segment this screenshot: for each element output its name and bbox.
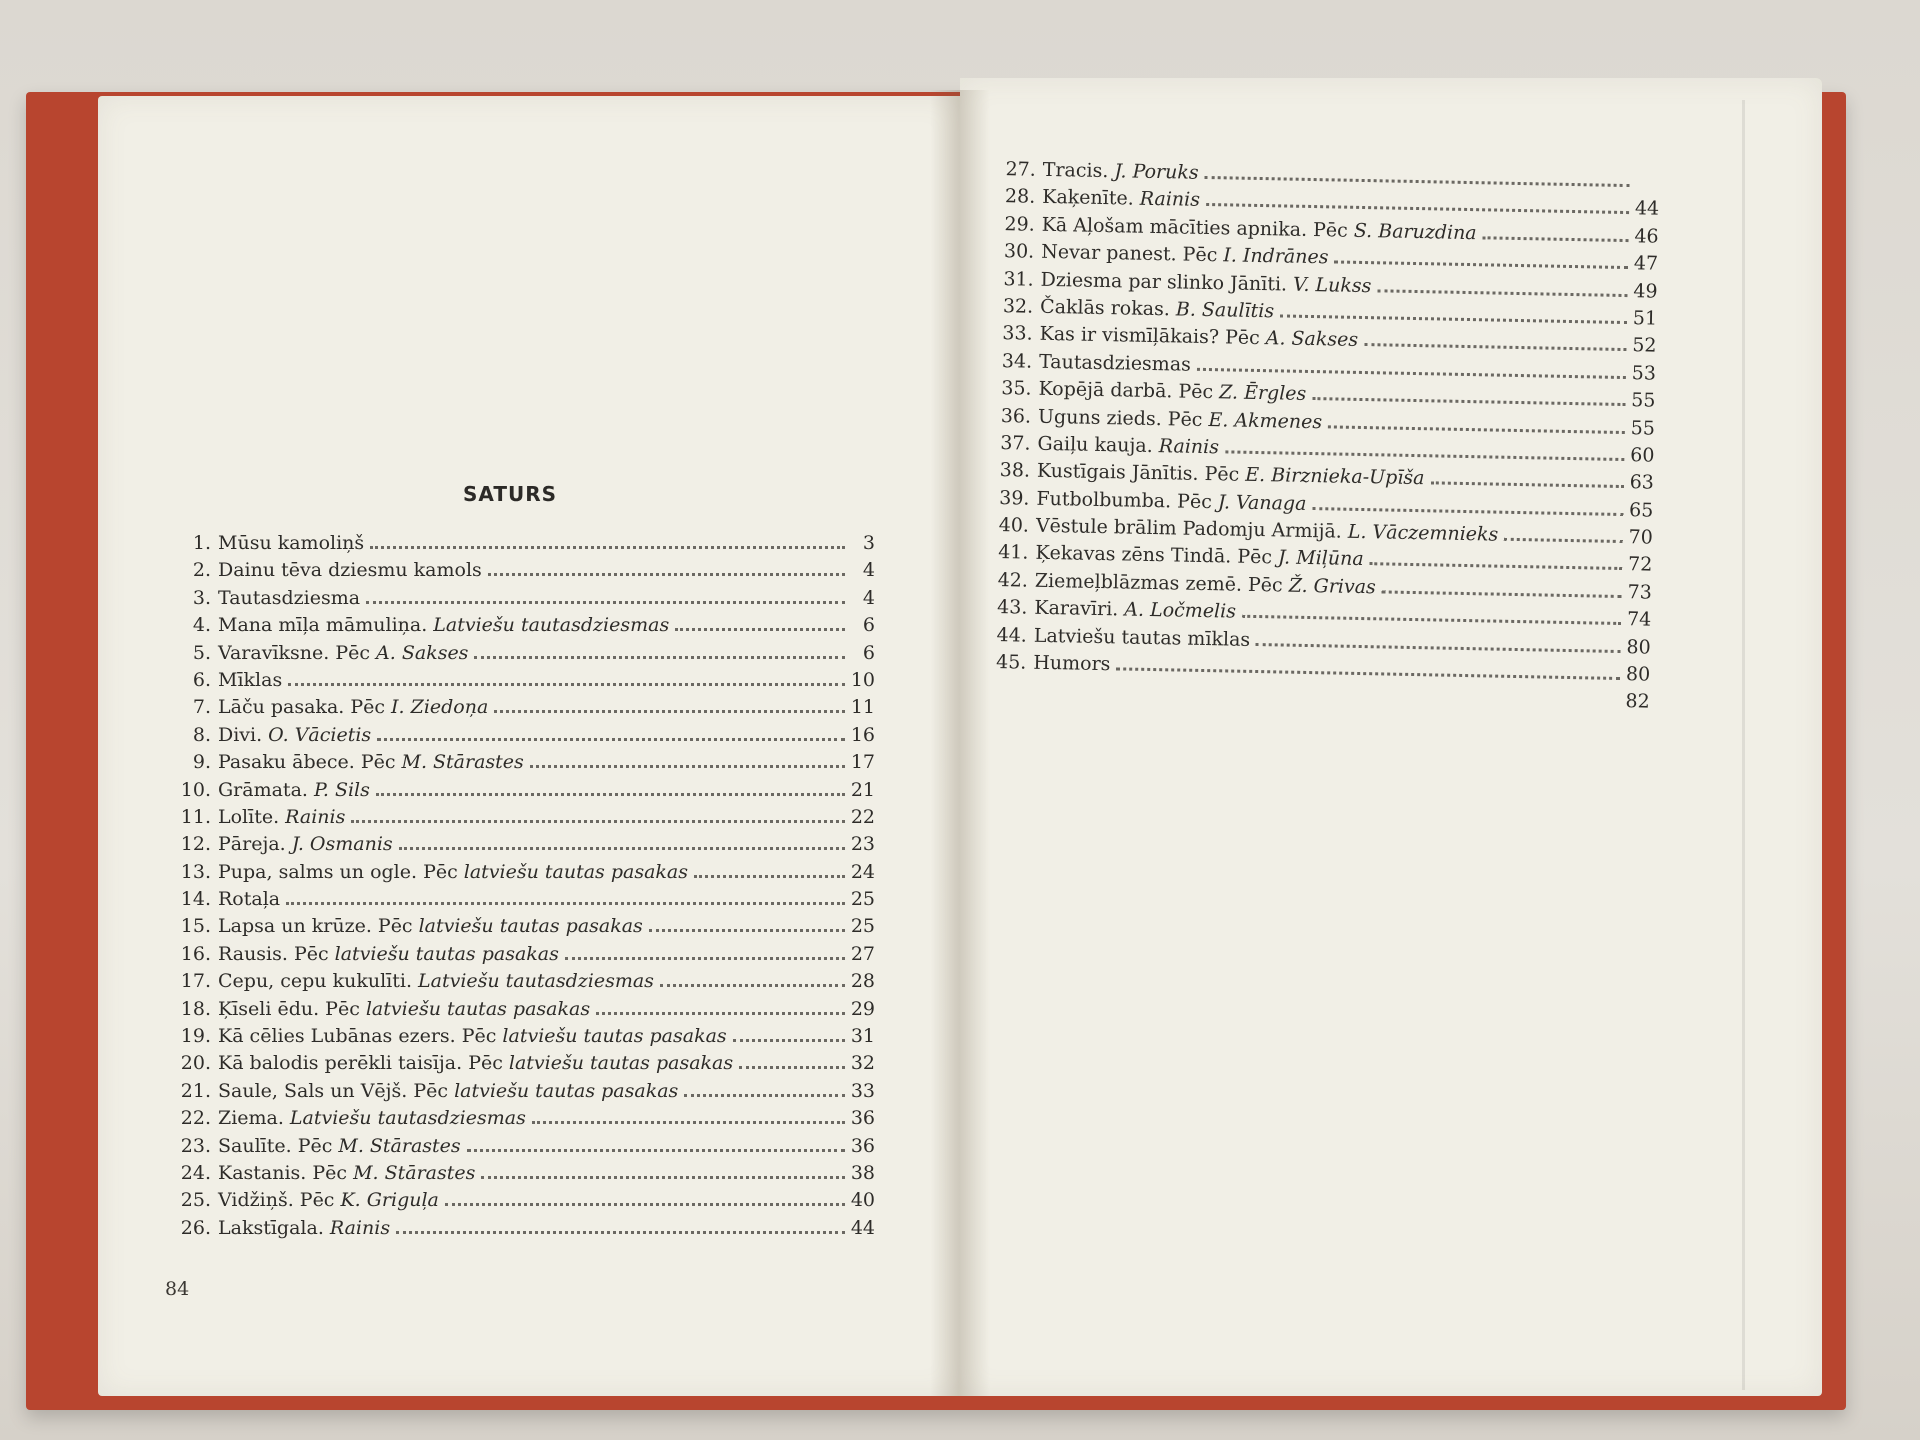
toc-entry-page: 44 (1634, 197, 1660, 221)
toc-entry-page: 44 (850, 1216, 875, 1239)
toc-entry-author: latviešu tautas pasakas (508, 1052, 734, 1075)
toc-entry-page: 4 (862, 559, 875, 582)
toc-dot-leader (1504, 525, 1623, 544)
toc-entry-author: K. Griguļa (340, 1189, 439, 1212)
toc-entry-page: 11 (850, 696, 875, 719)
toc-entry-page: 53 (1631, 361, 1657, 385)
toc-entry-page: 25 (850, 888, 875, 911)
toc-entry-author: latviešu tautas pasakas (418, 915, 643, 938)
toc-entry-title: Gaiļu kauja. (1037, 432, 1153, 457)
toc-entry (175, 1025, 875, 1052)
toc-entry-author: latviešu tautas pasakas (454, 1079, 679, 1102)
toc-entry-title: Tracis. (1042, 158, 1109, 183)
toc-dot-leader (1377, 276, 1627, 297)
toc-entry (175, 970, 875, 997)
toc-entry-author: M. Stārastes (353, 1161, 476, 1184)
toc-entry-title: Lolīte. (218, 805, 280, 828)
toc-dot-leader (286, 889, 845, 905)
toc-entry-number: 29. (1004, 212, 1035, 236)
toc-entry-number: 37. (1000, 431, 1031, 455)
toc-entry-page: 22 (850, 805, 875, 828)
toc-entry-title: Nevar panest. Pēc (1040, 240, 1218, 267)
toc-entry-author: V. Lukss (1292, 273, 1372, 297)
toc-entry-page: 49 (1633, 279, 1658, 303)
toc-entry-page: 55 (1630, 416, 1656, 440)
toc-entry-author: J. Poruks (1114, 160, 1199, 184)
toc-entry-page: 24 (850, 860, 875, 883)
toc-entry-title: Mīklas (218, 668, 283, 691)
toc-dot-leader (351, 807, 844, 823)
toc-entry-number: 2. (192, 559, 211, 582)
toc-dot-leader (532, 1108, 845, 1124)
toc-entry-number: 28. (1004, 185, 1036, 209)
toc-entry-author: E. Birznieka-Upīša (1245, 464, 1425, 490)
toc-entry-title: Pasaku ābece. Pēc (218, 751, 396, 774)
toc-dot-leader (565, 944, 845, 960)
toc-entry-number: 44. (996, 623, 1028, 647)
toc-entry-page: 27 (850, 942, 875, 965)
toc-entry-number: 12. (180, 833, 211, 856)
toc-entry-author: L. Vāczemnieks (1347, 520, 1499, 546)
toc-entry-author: M. Stārastes (401, 751, 524, 774)
toc-entry-number: 27. (1005, 158, 1036, 181)
toc-entry-title: Tautasdziesma (218, 586, 361, 609)
toc-entry-title: Pāreja. (218, 833, 286, 856)
page-number: 84 (165, 1278, 190, 1300)
toc-entry-author: latviešu tautas pasakas (502, 1025, 727, 1048)
toc-entry (175, 1107, 875, 1134)
toc-entry (175, 642, 875, 669)
toc-entry-number: 45. (995, 651, 1027, 674)
toc-entry-number: 36. (1000, 404, 1032, 428)
toc-dot-leader (366, 587, 845, 603)
toc-entry-author: latviešu tautas pasakas (463, 860, 688, 883)
toc-entry-page: 33 (850, 1079, 875, 1102)
toc-entry-author: Rainis (1139, 188, 1201, 212)
toc-entry-title: Kustīgais Jānītis. Pēc (1036, 460, 1240, 486)
toc-entry-number: 41. (997, 541, 1029, 565)
toc-entry-number: 18. (180, 997, 211, 1020)
toc-entry-title: Humors (1033, 651, 1111, 676)
toc-entry-number: 1. (192, 532, 211, 554)
toc-entry-title: Kaķenīte. (1042, 186, 1134, 210)
toc-entry-author: E. Akmenes (1208, 408, 1323, 433)
toc-entry-number: 35. (1001, 377, 1032, 400)
toc-entry-number: 8. (192, 723, 211, 746)
toc-entry (175, 1135, 875, 1162)
toc-entry (175, 998, 875, 1025)
toc-dot-leader (694, 861, 845, 877)
toc-entry-author: latviešu tautas pasakas (334, 942, 559, 965)
toc-entry-author: Rainis (1158, 435, 1220, 459)
toc-entry-number: 43. (996, 596, 1028, 619)
toc-entry-number: 13. (180, 860, 211, 883)
toc-entry-author: Latviešu tautasdziesmas (433, 614, 670, 637)
toc-entry (175, 888, 875, 915)
toc-entry-title: Kopējā darbā. Pēc (1038, 377, 1214, 404)
toc-right-column (989, 158, 1659, 718)
toc-entry-number: 42. (997, 568, 1029, 592)
toc-entry-title: Ziemeļblāzmas zemē. Pēc (1034, 569, 1283, 597)
toc-entry-page: 25 (850, 915, 875, 938)
toc-entry-page: 70 (1628, 526, 1654, 549)
toc-dot-leader (675, 615, 845, 631)
toc-entry-title: Mana mīļa māmuliņa. (218, 614, 428, 637)
toc-entry (175, 806, 875, 833)
toc-entry (175, 559, 875, 586)
toc-entry-number: 6. (192, 668, 211, 691)
toc-dot-leader (376, 779, 845, 795)
toc-entry-author: J. Osmanis (291, 833, 393, 856)
toc-entry-author: I. Ziedoņa (391, 696, 489, 719)
toc-entry-title: Mūsu kamoliņš (218, 532, 365, 554)
toc-entry-title: Kas ir vismīļākais? Pēc (1039, 323, 1260, 350)
toc-entry-author: S. Baruzdina (1353, 219, 1477, 244)
toc-entry-author: latviešu tautas pasakas (365, 997, 591, 1020)
toc-entry (175, 1189, 875, 1216)
toc-entry-number: 40. (998, 514, 1030, 537)
toc-entry-title: Kā cēlies Lubānas ezers. Pēc (218, 1025, 497, 1048)
toc-entry-number: 21. (180, 1079, 211, 1102)
toc-entry-page: 36 (850, 1107, 875, 1130)
toc-entry-author: J. Miļūna (1277, 546, 1364, 571)
toc-dot-leader (1382, 577, 1622, 598)
toc-entry (175, 861, 875, 888)
toc-entry (175, 724, 875, 751)
toc-entry-title: Saule, Sals un Vējš. Pēc (218, 1079, 449, 1102)
toc-entry (175, 1162, 875, 1189)
toc-entry-page: 46 (1634, 224, 1659, 248)
toc-entry-author: Rainis (285, 805, 346, 828)
toc-entry-author: B. Saulītis (1175, 298, 1275, 323)
toc-dot-leader (1370, 549, 1623, 570)
toc-entry-page: 36 (850, 1134, 875, 1157)
toc-entry-number: 33. (1002, 322, 1033, 346)
toc-entry (175, 915, 875, 942)
toc-dot-leader (1483, 223, 1629, 242)
toc-entry-page: 17 (850, 751, 875, 774)
toc-entry (175, 1052, 875, 1079)
toc-entry-page: 74 (1626, 608, 1652, 631)
toc-entry-title: Varavīksne. Pēc (218, 641, 371, 664)
toc-dot-leader (467, 1135, 845, 1151)
toc-entry-title: Vidžiņš. Pēc (218, 1189, 335, 1212)
toc-entry-title: Lapsa un krūze. Pēc (218, 915, 413, 938)
toc-entry-title: Saulīte. Pēc (218, 1134, 333, 1157)
toc-entry-number: 17. (180, 970, 211, 993)
toc-entry (175, 943, 875, 970)
toc-entry-author: Z. Ērgles (1218, 381, 1307, 406)
toc-entry-page: 65 (1628, 498, 1654, 522)
toc-entry-page: 6 (862, 614, 875, 637)
toc-entry-title: Dainu tēva dziesmu kamols (218, 559, 482, 582)
toc-entry-title: Latviešu tautas mīklas (1033, 624, 1251, 651)
toc-dot-leader (596, 998, 845, 1014)
toc-dot-leader (1364, 330, 1627, 351)
toc-entry-author: J. Vanaga (1217, 490, 1307, 515)
toc-entry-page: 40 (850, 1189, 875, 1212)
toc-entry-number: 19. (180, 1025, 211, 1048)
toc-entry-author: A. Sakses (1265, 327, 1359, 352)
toc-dot-leader (377, 724, 845, 740)
toc-entry-page: 3 (862, 532, 875, 554)
toc-entry-title: Karavīri. (1034, 596, 1119, 621)
toc-entry-title: Grāmata. (218, 778, 308, 801)
toc-entry-title: Divi. (218, 723, 263, 746)
toc-entry-title: Lāču pasaka. Pēc (218, 696, 386, 719)
toc-entry-page: 82 (1625, 690, 1650, 713)
toc-entry (175, 833, 875, 860)
toc-entry-author: Latviešu tautasdziesmas (418, 970, 654, 993)
toc-dot-leader (370, 533, 845, 549)
toc-dot-leader (649, 916, 845, 932)
toc-entry (175, 1080, 875, 1107)
toc-entry-author: O. Vācietis (268, 723, 372, 746)
toc-entry-number: 16. (180, 942, 211, 965)
toc-entry-title: Pupa, salms un ogle. Pēc (218, 860, 458, 883)
toc-entry-number: 3. (192, 586, 211, 609)
toc-entry-number: 32. (1002, 295, 1034, 318)
toc-entry-number: 22. (180, 1107, 211, 1130)
toc-entry-page: 80 (1626, 635, 1651, 659)
toc-entry-title: Kastanis. Pēc (218, 1161, 348, 1184)
toc-dot-leader (481, 1163, 844, 1179)
toc-entry (175, 696, 875, 723)
toc-entry-page: 52 (1632, 334, 1657, 357)
toc-entry-author: A. Sakses (376, 641, 469, 664)
toc-dot-leader (739, 1053, 845, 1069)
toc-entry-title: Ķīseli ēdu. Pēc (218, 997, 360, 1020)
toc-entry (175, 1217, 875, 1244)
toc-entry-page: 32 (850, 1052, 875, 1075)
toc-entry-title: Kā Aļošam mācīties apnika. Pēc (1041, 213, 1349, 242)
toc-entry-number: 26. (180, 1216, 211, 1239)
toc-entry-page: 80 (1625, 663, 1651, 686)
toc-entry (175, 751, 875, 778)
toc-entry (175, 532, 875, 559)
toc-entry-title: Ķekavas zēns Tindā. Pēc (1035, 542, 1273, 569)
toc-entry-title: Čaklās rokas. (1039, 295, 1171, 321)
toc-entry-author: Ž. Grivas (1288, 574, 1376, 599)
toc-entry-title: Dziesma par slinko Jānīti. (1040, 268, 1288, 296)
toc-entry-number: 11. (180, 805, 211, 828)
toc-entry-number: 39. (999, 486, 1030, 510)
toc-dot-leader (494, 697, 845, 713)
toc-entry-author: I. Indrānes (1223, 244, 1329, 269)
toc-entry-title: Tautasdziesmas (1038, 350, 1192, 376)
toc-entry-author: Latviešu tautasdziesmas (289, 1107, 526, 1130)
toc-dot-leader (445, 1190, 845, 1206)
toc-entry-author: P. Sils (313, 778, 370, 801)
toc-entry-author: Rainis (329, 1216, 391, 1239)
toc-dot-leader (1328, 412, 1625, 434)
toc-entry-author: A. Ločmelis (1124, 598, 1237, 623)
toc-dot-leader (733, 1026, 845, 1042)
toc-dot-leader (399, 834, 845, 850)
page-edge-shadow (1742, 100, 1745, 1390)
toc-entry-page: 10 (850, 668, 875, 691)
toc-entry-number: 20. (180, 1052, 211, 1075)
toc-dot-leader (488, 560, 845, 576)
toc-entry (175, 587, 875, 614)
toc-entry-page: 29 (850, 997, 875, 1020)
toc-entry-page: 47 (1633, 252, 1659, 275)
toc-entry-number: 34. (1001, 349, 1033, 373)
toc-dot-leader (288, 670, 845, 686)
toc-entry-number: 7. (192, 696, 211, 719)
toc-entry-number: 25. (180, 1189, 211, 1212)
toc-entry-number: 15. (180, 915, 211, 938)
contents-heading: SATURS (462, 482, 558, 506)
toc-entry-page: 73 (1627, 580, 1652, 604)
toc-entry-author: M. Stārastes (338, 1134, 461, 1157)
toc-entry-page: 4 (862, 586, 875, 609)
toc-dot-leader (684, 1081, 845, 1097)
toc-entry-title: Uguns zieds. Pēc (1037, 405, 1203, 431)
toc-entry-page: 60 (1630, 444, 1655, 467)
toc-entry-number: 24. (180, 1161, 211, 1184)
toc-entry (175, 669, 875, 696)
toc-entry-number: 31. (1003, 267, 1034, 291)
toc-entry-title: Vēstule brālim Padomju Armijā. (1035, 514, 1343, 543)
toc-dot-leader (530, 752, 845, 768)
toc-entry-number: 38. (999, 459, 1031, 482)
toc-dot-leader (474, 642, 845, 658)
toc-left-column (175, 532, 875, 1244)
toc-entry-page: 51 (1632, 307, 1658, 330)
toc-entry-page: 31 (850, 1025, 875, 1048)
toc-entry-number: 4. (192, 614, 211, 637)
toc-entry-page: 72 (1627, 553, 1653, 577)
toc-dot-leader (396, 1217, 845, 1233)
toc-dot-leader (1334, 247, 1628, 269)
toc-entry-page: 63 (1629, 471, 1655, 494)
toc-entry-page: 23 (850, 833, 875, 856)
toc-entry-title: Rausis. Pēc (218, 942, 329, 965)
toc-entry-title: Futbolbumba. Pēc (1036, 487, 1213, 513)
book-gutter (930, 90, 990, 1396)
toc-entry-number: 23. (180, 1134, 211, 1157)
toc-entry (175, 779, 875, 806)
toc-entry-title: Rotaļa (218, 888, 281, 911)
toc-entry-title: Kā balodis perēkli taisīja. Pēc (218, 1052, 503, 1075)
toc-entry-page: 55 (1631, 389, 1656, 412)
toc-entry (175, 614, 875, 641)
toc-entry-title: Cepu, cepu kukulīti. (218, 970, 412, 993)
toc-entry-title: Ziema. (218, 1107, 284, 1130)
toc-entry-number: 10. (180, 778, 211, 801)
toc-dot-leader (1430, 468, 1624, 488)
toc-entry-page: 16 (850, 723, 875, 746)
toc-entry-number: 9. (192, 751, 211, 774)
toc-entry-number: 14. (180, 888, 211, 911)
toc-entry-page: 28 (850, 970, 875, 993)
toc-dot-leader (660, 971, 845, 987)
toc-entry-page: 21 (850, 778, 875, 801)
toc-entry-page: 38 (850, 1161, 875, 1184)
toc-entry-page: 6 (862, 641, 875, 664)
toc-entry-title: Lakstīgala. (218, 1216, 324, 1239)
toc-entry-number: 5. (192, 641, 211, 664)
toc-entry-number: 30. (1003, 240, 1035, 263)
